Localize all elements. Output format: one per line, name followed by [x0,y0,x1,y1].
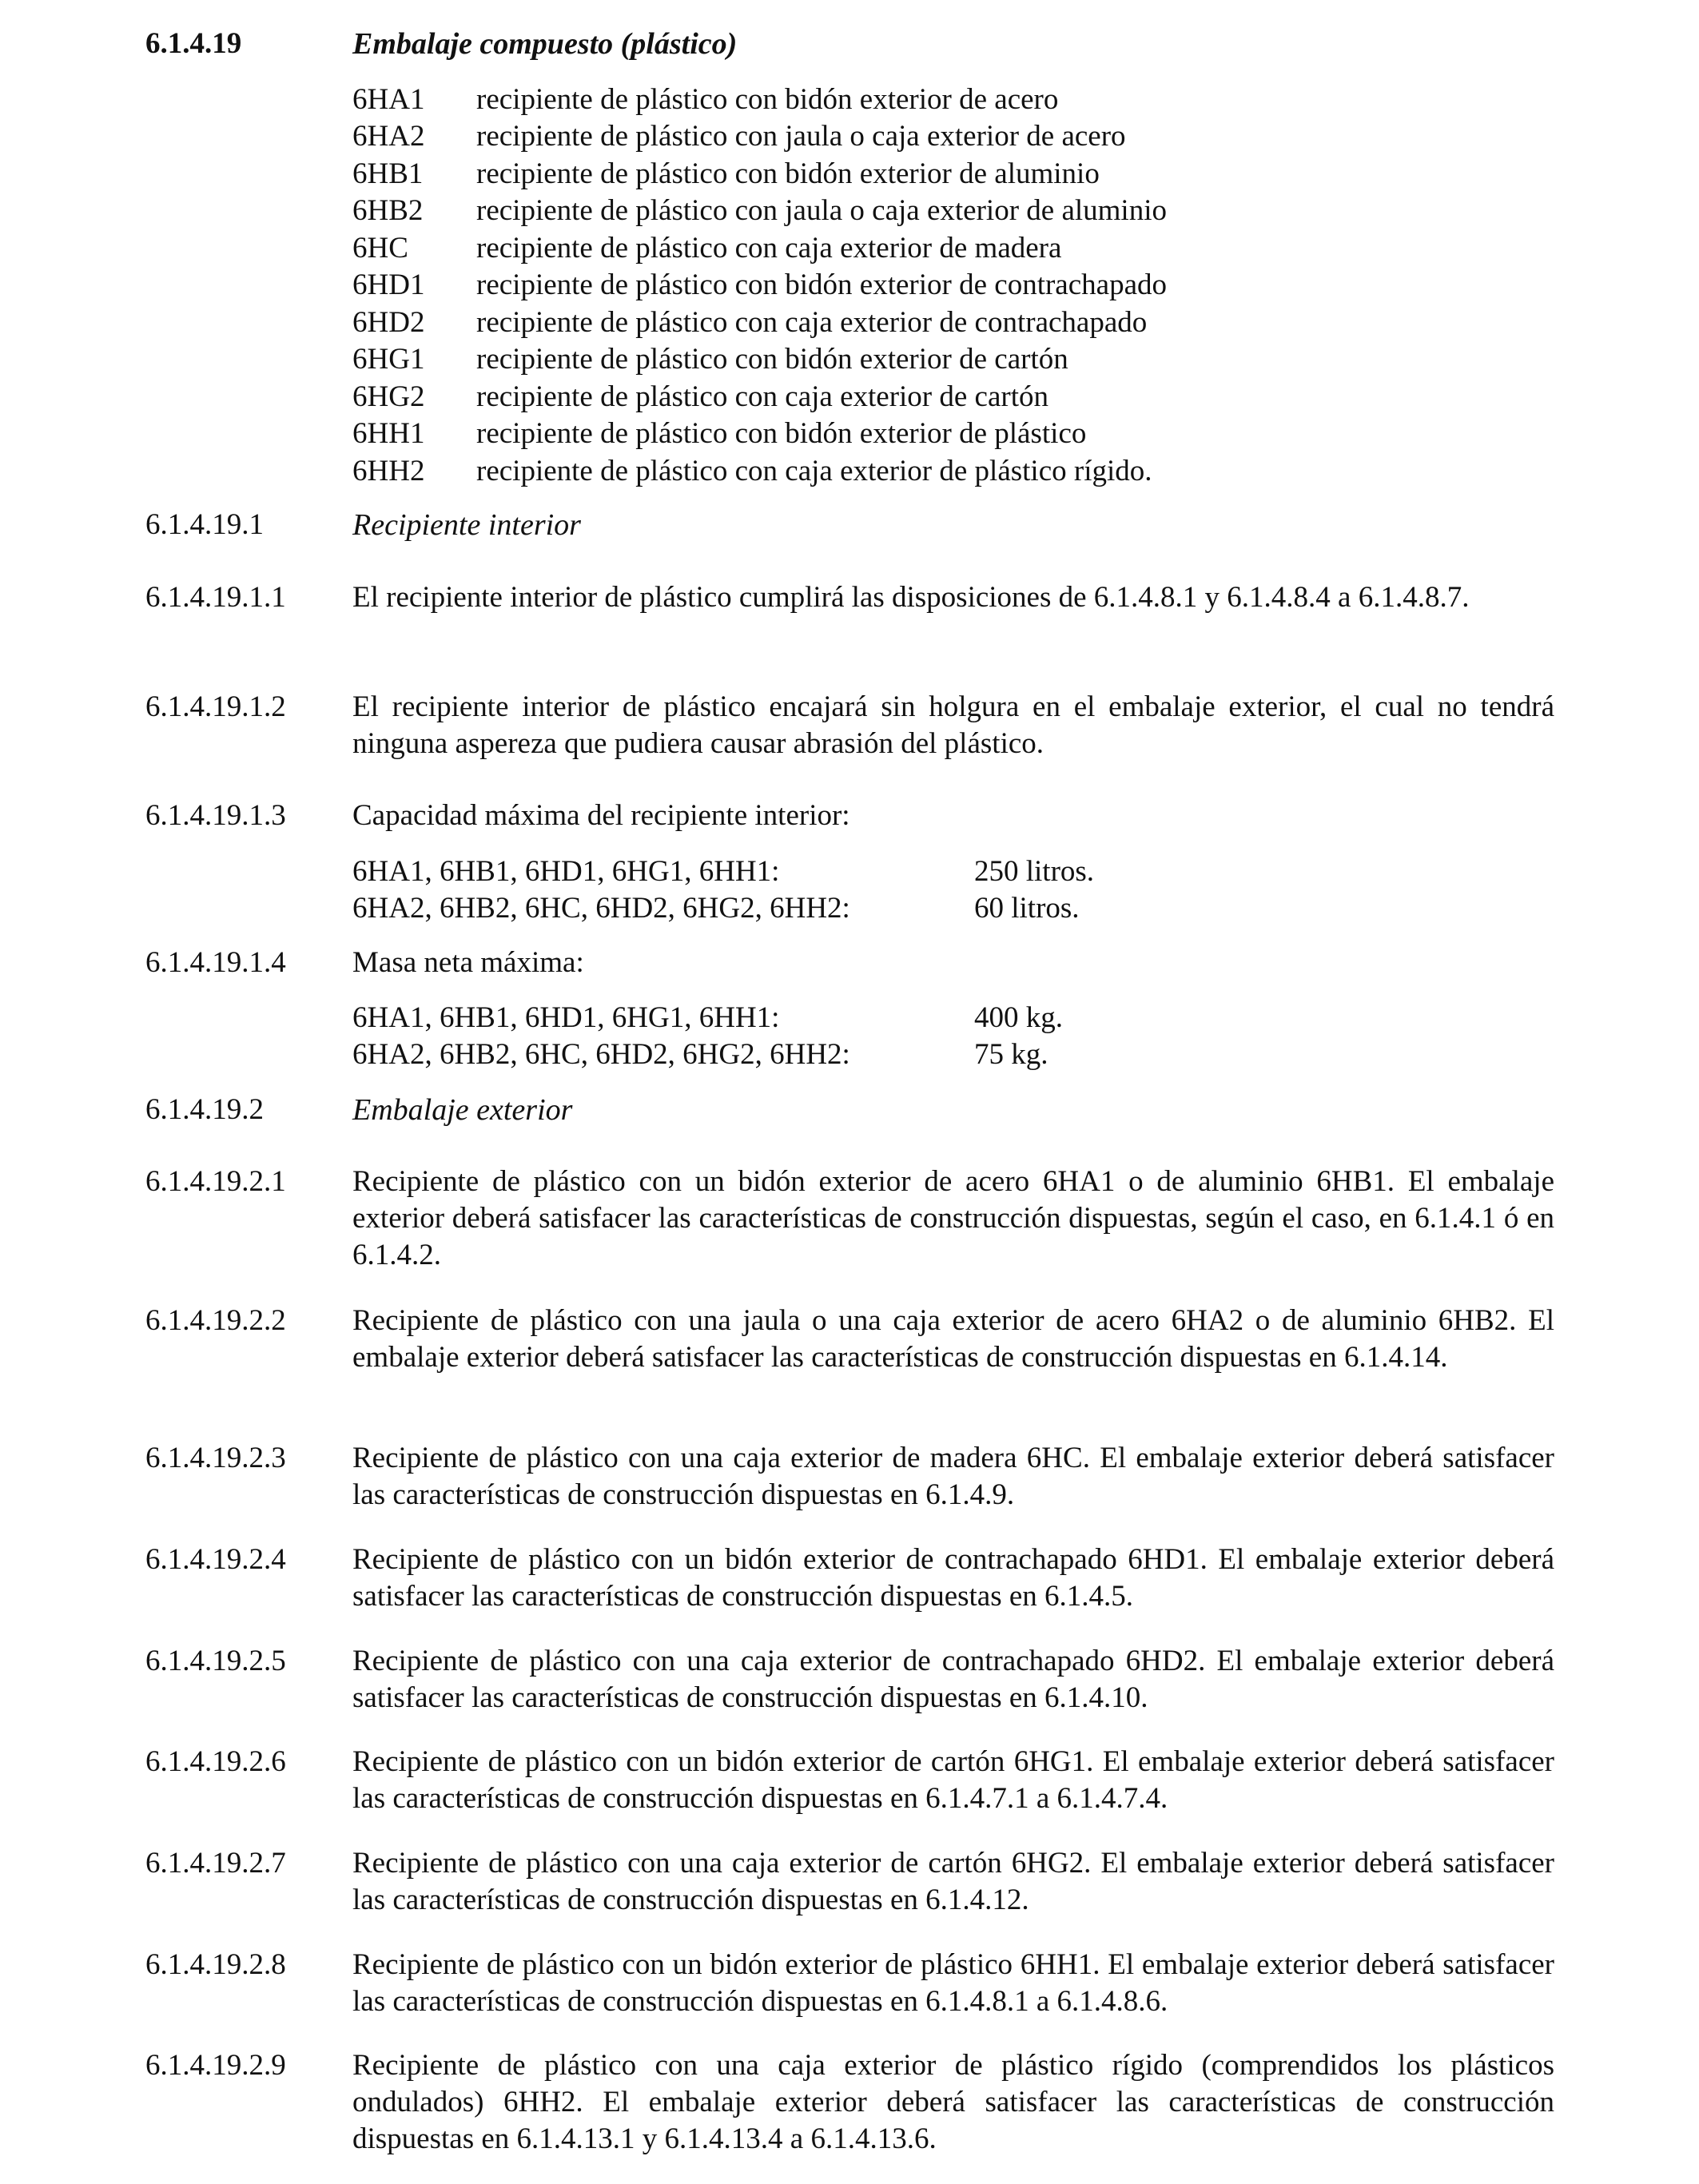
clause-number: 6.1.4.19.2.7 [145,1847,286,1880]
code-label: 6HB1 [352,157,424,190]
code-description: recipiente de plástico con jaula o caja exterior de aluminio [476,194,1167,227]
clause-text: Recipiente de plástico con un bidón exterior de acero 6HA1 o de aluminio 6HB1. El embalaje exterior deberá satisfacer las características de construcción dispuestas, según el caso, en 6.1.4.1 ó en 6.1.4.2. [352,1165,1554,1271]
clause-number: 6.1.4.19.2.6 [145,1745,286,1778]
section-number: 6.1.4.19.2 [145,1093,264,1126]
capacity-value: 60 litros. [974,892,1080,925]
capacity-codes: 6HA1, 6HB1, 6HD1, 6HG1, 6HH1: [352,855,780,888]
clause-text: Recipiente de plástico con un bidón exterior de plástico 6HH1. El embalaje exterior deberá satisfacer las características de construcción dispuestas en 6.1.4.8.1 a 6.1.4.8.6. [352,1948,1554,2018]
code-description: recipiente de plástico con bidón exterior de plástico [476,417,1087,450]
code-label: 6HB2 [352,194,424,227]
code-description: recipiente de plástico con bidón exterior de aluminio [476,157,1100,190]
clause-text: Capacidad máxima del recipiente interior: [352,799,850,832]
clause-number: 6.1.4.19.2.1 [145,1165,286,1198]
clause-text: Recipiente de plástico con una caja exterior de plástico rígido (comprendidos los plásticos ondulados) 6HH2. El embalaje exterior deberá satisfacer las características de construcción dispuestas en 6.1.4.13.1 y 6.1.4.13.4 a 6.1.4.13.6. [352,2049,1554,2155]
clause-number: 6.1.4.19.2.4 [145,1543,286,1576]
clause-number: 6.1.4.19.1.4 [145,946,286,979]
clause-number: 6.1.4.19.2.3 [145,1442,286,1474]
mass-codes: 6HA1, 6HB1, 6HD1, 6HG1, 6HH1: [352,1001,780,1034]
code-description: recipiente de plástico con jaula o caja exterior de acero [476,120,1126,153]
clause-number: 6.1.4.19.1.2 [145,690,286,723]
section-number: 6.1.4.19.1 [145,508,264,541]
clause-text: Masa neta máxima: [352,946,584,979]
code-description: recipiente de plástico con caja exterior de plástico rígido. [476,455,1152,487]
code-label: 6HG2 [352,380,425,413]
clause-text: Recipiente de plástico con una jaula o una caja exterior de acero 6HA2 o de aluminio 6HB2. El embalaje exterior deberá satisfacer las características de construcción dispuestas en 6.1.4.14. [352,1304,1554,1374]
code-label: 6HG1 [352,343,425,376]
code-description: recipiente de plástico con bidón exterior de acero [476,83,1059,116]
code-label: 6HH2 [352,455,425,487]
clause-text: Recipiente de plástico con una caja exterior de contrachapado 6HD2. El embalaje exterior deberá satisfacer las características de construcción dispuestas en 6.1.4.10. [352,1645,1554,1714]
code-label: 6HD1 [352,269,425,301]
code-description: recipiente de plástico con caja exterior de contrachapado [476,306,1148,339]
clause-text: Recipiente de plástico con una caja exterior de cartón 6HG2. El embalaje exterior deberá satisfacer las características de construcción dispuestas en 6.1.4.12. [352,1847,1554,1916]
code-label: 6HD2 [352,306,425,339]
clause-number: 6.1.4.19.2.8 [145,1948,286,1981]
mass-codes: 6HA2, 6HB2, 6HC, 6HD2, 6HG2, 6HH2: [352,1038,850,1071]
code-description: recipiente de plástico con caja exterior de cartón [476,380,1048,413]
clause-text: Recipiente de plástico con un bidón exterior de contrachapado 6HD1. El embalaje exterior deberá satisfacer las características de construcción dispuestas en 6.1.4.5. [352,1543,1554,1613]
section-title: Embalaje compuesto (plástico) [352,27,738,61]
capacity-codes: 6HA2, 6HB2, 6HC, 6HD2, 6HG2, 6HH2: [352,892,850,925]
code-label: 6HA1 [352,83,425,116]
section-title: Embalaje exterior [352,1093,573,1127]
code-label: 6HH1 [352,417,425,450]
code-description: recipiente de plástico con caja exterior de madera [476,232,1062,265]
section-number: 6.1.4.19 [145,27,242,60]
clause-number: 6.1.4.19.2.2 [145,1304,286,1337]
clause-number: 6.1.4.19.1.3 [145,799,286,832]
mass-value: 75 kg. [974,1038,1048,1071]
clause-text: El recipiente interior de plástico cumplirá las disposiciones de 6.1.4.8.1 y 6.1.4.8.4 a 6.1.4.8.7. [352,581,1470,614]
section-title: Recipiente interior [352,508,581,542]
clause-text: Recipiente de plástico con una caja exterior de madera 6HC. El embalaje exterior deberá satisfacer las características de construcción dispuestas en 6.1.4.9. [352,1442,1554,1511]
clause-text: Recipiente de plástico con un bidón exterior de cartón 6HG1. El embalaje exterior deberá satisfacer las características de construcción dispuestas en 6.1.4.7.1 a 6.1.4.7.4. [352,1745,1554,1815]
clause-number: 6.1.4.19.1.1 [145,581,286,614]
code-description: recipiente de plástico con bidón exterior de contrachapado [476,269,1167,301]
clause-number: 6.1.4.19.2.9 [145,2049,286,2082]
code-description: recipiente de plástico con bidón exterior de cartón [476,343,1068,376]
mass-value: 400 kg. [974,1001,1063,1034]
code-label: 6HC [352,232,408,265]
code-label: 6HA2 [352,120,425,153]
capacity-value: 250 litros. [974,855,1095,888]
clause-number: 6.1.4.19.2.5 [145,1645,286,1677]
clause-text: El recipiente interior de plástico encajará sin holgura en el embalaje exterior, el cual no tendrá ninguna aspereza que pudiera causar abrasión del plástico. [352,690,1554,760]
